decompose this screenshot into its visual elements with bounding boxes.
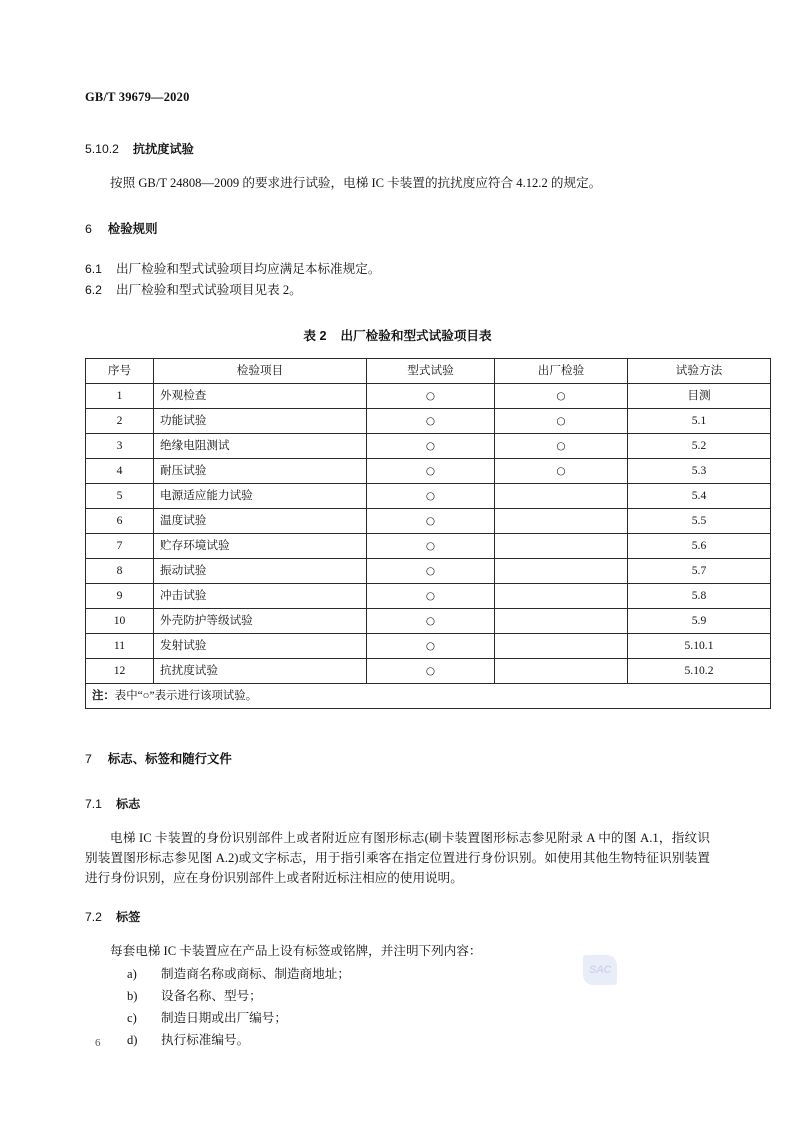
page-content xyxy=(85,0,723,1051)
cell-factory-test xyxy=(495,659,628,684)
clause-6-1 xyxy=(85,259,710,280)
clause-6-2 xyxy=(85,280,710,301)
cell-item: 功能试验 xyxy=(154,409,367,434)
paragraph-7-1-body: 电梯 IC 卡装置的身份识别部件上或者附近应有图形标志(刷卡装置图形标志参见附录 A 中的图 A.1，指纹识别装置图形标志参见图 A.2)或文字标志，用于指引乘客在指定位置进行身份识别。如使用其他生物特征识别装置进行身份识别，应在身份识别部件上或者附近标注相应的使用说明。 xyxy=(85,831,710,885)
column-header-type: 型式试验 xyxy=(367,359,495,384)
cell-method: 5.2 xyxy=(628,434,771,459)
table-header-row xyxy=(86,359,771,384)
cell-factory-test xyxy=(495,534,628,559)
cell-no: 8 xyxy=(86,559,154,584)
cell-factory-test xyxy=(495,484,628,509)
cell-type-test: ○ xyxy=(367,584,495,609)
list-item-text: 设备名称、型号； xyxy=(161,989,262,1003)
heading-7-2-number: 7.2 xyxy=(85,910,102,924)
cell-no: 10 xyxy=(86,609,154,634)
list-item-label: d) xyxy=(127,1033,138,1047)
list-item-text: 制造日期或出厂编号； xyxy=(161,1011,287,1025)
clause-6-2-number: 6.2 xyxy=(85,283,102,297)
heading-7-2-title: 标签 xyxy=(115,910,141,924)
table-row xyxy=(86,459,771,484)
cell-type-test: ○ xyxy=(367,509,495,534)
list-item xyxy=(85,1029,710,1051)
column-header-no: 序号 xyxy=(86,359,154,384)
column-header-factory: 出厂检验 xyxy=(495,359,628,384)
cell-item: 外观检查 xyxy=(154,384,367,409)
cell-method: 5.1 xyxy=(628,409,771,434)
cell-no: 9 xyxy=(86,584,154,609)
cell-no: 5 xyxy=(86,484,154,509)
list-item-text: 制造商名称或商标、制造商地址； xyxy=(161,967,350,981)
table-row xyxy=(86,509,771,534)
heading-7-1-number: 7.1 xyxy=(85,797,102,811)
table-row xyxy=(86,484,771,509)
cell-no: 11 xyxy=(86,634,154,659)
cell-no: 7 xyxy=(86,534,154,559)
heading-6-title: 检验规则 xyxy=(107,222,158,236)
paragraph-7-2-body: 每套电梯 IC 卡装置应在产品上设有标签或铭牌，并注明下列内容： xyxy=(110,944,482,958)
heading-5-10-2 xyxy=(85,140,710,157)
running-header-standard-number: GB/T 39679—2020 xyxy=(85,90,190,104)
cell-item: 温度试验 xyxy=(154,509,367,534)
list-item xyxy=(85,1007,710,1029)
cell-type-test: ○ xyxy=(367,609,495,634)
heading-7-number: 7 xyxy=(85,752,92,766)
cell-item: 振动试验 xyxy=(154,559,367,584)
column-header-item: 检验项目 xyxy=(154,359,367,384)
list-item-label: b) xyxy=(127,989,138,1003)
cell-item: 贮存环境试验 xyxy=(154,534,367,559)
cell-item: 绝缘电阻测试 xyxy=(154,434,367,459)
column-header-method: 试验方法 xyxy=(628,359,771,384)
heading-7 xyxy=(85,749,710,767)
cell-no: 2 xyxy=(86,409,154,434)
cell-item: 抗扰度试验 xyxy=(154,659,367,684)
heading-7-1-title: 标志 xyxy=(115,797,141,811)
cell-item: 外壳防护等级试验 xyxy=(154,609,367,634)
table-row xyxy=(86,584,771,609)
paragraph-5-10-2-body: 按照 GB/T 24808—2009 的要求进行试验，电梯 IC 卡装置的抗扰度应符合 4.12.2 的规定。 xyxy=(110,176,602,190)
table-row xyxy=(86,534,771,559)
table-note-label: 注： xyxy=(92,690,115,702)
cell-type-test: ○ xyxy=(367,459,495,484)
heading-6 xyxy=(85,219,710,237)
table-row xyxy=(86,434,771,459)
heading-7-2 xyxy=(85,908,710,925)
cell-no: 1 xyxy=(86,384,154,409)
cell-item: 电源适应能力试验 xyxy=(154,484,367,509)
table-row xyxy=(86,384,771,409)
clause-6-2-text: 出厂检验和型式试验项目见表 2。 xyxy=(115,283,302,297)
cell-factory-test: ○ xyxy=(495,459,628,484)
cell-no: 4 xyxy=(86,459,154,484)
cell-type-test: ○ xyxy=(367,384,495,409)
cell-type-test: ○ xyxy=(367,484,495,509)
cell-factory-test xyxy=(495,634,628,659)
table-row xyxy=(86,409,771,434)
cell-method: 5.6 xyxy=(628,534,771,559)
cell-method: 5.9 xyxy=(628,609,771,634)
cell-factory-test xyxy=(495,559,628,584)
cell-no: 12 xyxy=(86,659,154,684)
cell-method: 目测 xyxy=(628,384,771,409)
cell-no: 6 xyxy=(86,509,154,534)
table-row xyxy=(86,609,771,634)
cell-no: 3 xyxy=(86,434,154,459)
table-caption: 表 2 出厂检验和型式试验项目表 xyxy=(303,329,492,343)
table-header xyxy=(86,359,771,384)
table-note-text: 表中“○”表示进行该项试验。 xyxy=(114,690,258,702)
table-row xyxy=(86,659,771,684)
cell-factory-test xyxy=(495,584,628,609)
cell-type-test: ○ xyxy=(367,534,495,559)
cell-type-test: ○ xyxy=(367,559,495,584)
clause-6-1-text: 出厂检验和型式试验项目均应满足本标准规定。 xyxy=(115,262,381,276)
cell-method: 5.5 xyxy=(628,509,771,534)
inspection-items-table xyxy=(85,358,771,709)
table-row xyxy=(86,559,771,584)
table-note xyxy=(86,684,771,709)
cell-method: 5.8 xyxy=(628,584,771,609)
cell-factory-test xyxy=(495,609,628,634)
table-note-row xyxy=(86,684,771,709)
cell-type-test: ○ xyxy=(367,409,495,434)
cell-method: 5.10.1 xyxy=(628,634,771,659)
cell-method: 5.3 xyxy=(628,459,771,484)
table-body xyxy=(86,384,771,709)
cell-factory-test: ○ xyxy=(495,409,628,434)
list-item-text: 执行标准编号。 xyxy=(161,1033,250,1047)
heading-5-10-2-title: 抗扰度试验 xyxy=(132,142,194,156)
cell-item: 冲击试验 xyxy=(154,584,367,609)
cell-item: 发射试验 xyxy=(154,634,367,659)
cell-item: 耐压试验 xyxy=(154,459,367,484)
heading-7-1 xyxy=(85,795,710,812)
heading-7-title: 标志、标签和随行文件 xyxy=(107,752,232,766)
clause-6-1-number: 6.1 xyxy=(85,262,102,276)
cell-method: 5.4 xyxy=(628,484,771,509)
list-item-label: a) xyxy=(127,967,137,981)
heading-6-number: 6 xyxy=(85,222,92,236)
cell-type-test: ○ xyxy=(367,434,495,459)
cell-type-test: ○ xyxy=(367,659,495,684)
heading-5-10-2-number: 5.10.2 xyxy=(85,142,119,156)
cell-factory-test xyxy=(495,509,628,534)
cell-factory-test: ○ xyxy=(495,434,628,459)
list-item xyxy=(85,985,710,1007)
cell-method: 5.10.2 xyxy=(628,659,771,684)
table-row xyxy=(86,634,771,659)
cell-method: 5.7 xyxy=(628,559,771,584)
sac-watermark-logo: SAC xyxy=(583,955,617,985)
cell-type-test: ○ xyxy=(367,634,495,659)
cell-factory-test: ○ xyxy=(495,384,628,409)
page-number: 6 xyxy=(95,1037,101,1049)
list-item-label: c) xyxy=(127,1011,137,1025)
